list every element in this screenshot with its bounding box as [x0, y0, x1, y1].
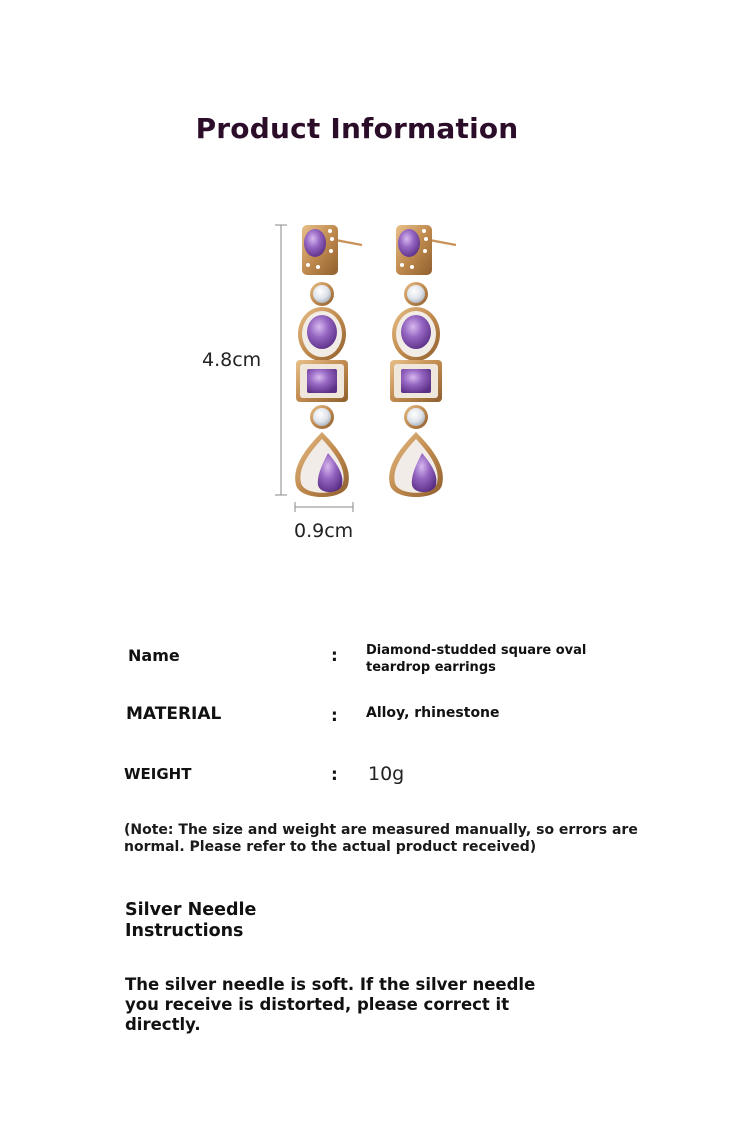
spec-separator: : [331, 706, 338, 726]
spec-label-name: Name [128, 646, 180, 665]
spec-label-weight: WEIGHT [124, 765, 192, 783]
measurement-note: (Note: The size and weight are measured manually, so errors are normal. Please refer to the actual product received) [124, 822, 638, 855]
width-dimension-label: 0.9cm [294, 520, 354, 542]
instructions-title: Silver Needle Instructions [125, 900, 257, 941]
page-title: Product Information [195, 112, 519, 145]
spec-value-material: Alloy, rhinestone [366, 705, 500, 721]
spec-label-material: MATERIAL [126, 704, 222, 724]
spec-separator: : [331, 765, 338, 785]
earrings-illustration [260, 215, 470, 515]
spec-separator: : [331, 646, 338, 666]
spec-value-weight: 10g [368, 763, 405, 785]
instructions-text: The silver needle is soft. If the silver needle you receive is distorted, please correct it directly. [125, 975, 536, 1034]
height-dimension-label: 4.8cm [202, 349, 262, 371]
spec-value-name: Diamond-studded square oval teardrop earrings [366, 643, 587, 675]
